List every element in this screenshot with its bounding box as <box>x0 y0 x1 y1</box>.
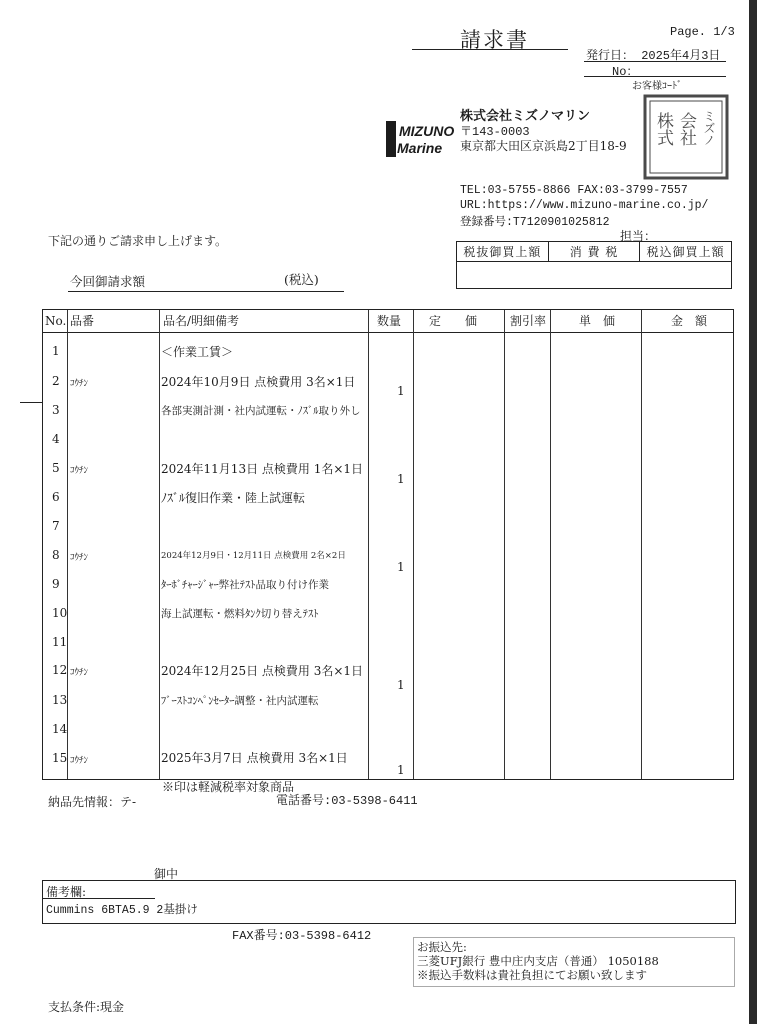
row-number: 13 <box>52 693 68 707</box>
company-url[interactable]: URL:https://www.mizuno-marine.co.jp/ <box>460 199 709 212</box>
remarks-text: Cummins 6BTA5.9 2基掛け <box>46 904 198 917</box>
delivery-tel: 電話番号:03-5398-6411 <box>276 794 418 808</box>
row-description: 各部実測計測・社内試運転・ﾉｽﾞﾙ取り外し <box>161 405 361 417</box>
row-quantity: 1 <box>397 763 405 777</box>
row-quantity: 1 <box>397 678 405 692</box>
subtotal-header: 税抜御買上額 <box>457 242 549 261</box>
issue-date: 発行日： 2025年4月3日 <box>586 49 721 63</box>
tax-summary-box <box>456 241 732 289</box>
reduced-tax-note: ※印は軽減税率対象商品 <box>162 780 295 794</box>
row-code: ｺｳﾁﾝ <box>70 553 89 563</box>
tax-header: 消 費 税 <box>549 242 641 261</box>
company-name: 株式会社ミズノマリン <box>460 109 591 124</box>
row-number: 10 <box>52 606 68 620</box>
row-number: 3 <box>52 403 60 417</box>
transfer-label: お振込先: <box>417 940 467 954</box>
invoice-amount-tax-note: (税込) <box>284 272 319 287</box>
remarks-box <box>42 880 736 924</box>
row-description: ﾉｽﾞﾙ復旧作業・陸上試運転 <box>161 491 306 505</box>
transfer-fee-note: ※振込手数料は貴社負担にてお願い致します <box>417 968 647 982</box>
row-description: ﾌﾞｰｽﾄｺﾝﾍﾟﾝｾｰﾀｰ調整・社内試運転 <box>161 695 319 707</box>
scan-edge <box>749 0 757 1024</box>
row-description: 2025年3月7日 点検費用 3名×1日 <box>161 751 348 765</box>
company-address: 東京都大田区京浜島2丁目18-9 <box>460 139 627 153</box>
margin-mark <box>20 402 42 403</box>
payment-terms: 支払条件:現金 <box>48 1000 125 1014</box>
intro-text: 下記の通りご請求申し上げます。 <box>48 234 228 248</box>
row-description: ＜作業工賃＞ <box>161 345 234 359</box>
row-number: 8 <box>52 548 60 562</box>
header-no: No. <box>45 314 67 328</box>
row-number: 2 <box>52 374 60 388</box>
row-code: ｺｳﾁﾝ <box>70 756 89 766</box>
row-code: ｺｳﾁﾝ <box>70 466 89 476</box>
header-list-price: 定 価 <box>429 314 478 328</box>
person-in-charge-label: 担当： <box>620 229 657 243</box>
column-divider <box>641 310 642 779</box>
row-description: 2024年12月9日・12月11日 点検費用 2名×2日 <box>161 551 346 561</box>
row-number: 15 <box>52 751 68 765</box>
remarks-label: 備考欄: <box>46 885 87 899</box>
title-underline <box>412 49 568 50</box>
row-number: 9 <box>52 577 60 591</box>
svg-text:株式: 株式 <box>653 112 673 146</box>
customer-code-label: お客様ｺｰﾄﾞ <box>632 81 682 92</box>
registration-number: 登録番号:T7120901025812 <box>460 216 610 229</box>
column-divider <box>550 310 551 779</box>
logo-text-line2: Marine <box>397 140 443 156</box>
column-divider <box>67 310 68 779</box>
issue-date-underline <box>584 61 726 62</box>
table-header-divider <box>43 332 733 333</box>
header-qty: 数量 <box>377 314 402 328</box>
invoice-number-label: No： <box>612 65 639 79</box>
column-divider <box>413 310 414 779</box>
total-header: 税込御買上額 <box>646 245 725 259</box>
row-quantity: 1 <box>397 472 405 486</box>
row-quantity: 1 <box>397 384 405 398</box>
row-number: 5 <box>52 461 60 475</box>
row-number: 6 <box>52 490 60 504</box>
page-number: Page. 1/3 <box>670 25 735 39</box>
remarks-label-underline <box>43 898 155 899</box>
invoice-amount-label: 今回御請求額 <box>70 274 146 289</box>
document-title: 請求書 <box>460 28 529 52</box>
column-divider <box>159 310 160 779</box>
column-divider <box>368 310 369 779</box>
header-code: 品番 <box>70 314 95 328</box>
svg-text:ミズノ: ミズノ <box>702 110 716 146</box>
items-table <box>42 309 734 780</box>
row-number: 1 <box>52 344 60 358</box>
row-number: 4 <box>52 432 60 446</box>
transfer-bank: 三菱UFJ銀行 豊中庄内支店（普通） 1050188 <box>417 954 659 968</box>
row-code: ｺｳﾁﾝ <box>70 668 89 678</box>
row-description: 2024年12月25日 点検費用 3名×1日 <box>161 664 364 678</box>
row-number: 12 <box>52 663 68 677</box>
company-postal-code: 〒143-0003 <box>460 125 530 139</box>
column-divider <box>504 310 505 779</box>
header-discount: 割引率 <box>510 314 547 328</box>
header-amount: 金 額 <box>671 314 708 328</box>
row-description: 2024年10月9日 点検費用 3名×1日 <box>161 375 356 389</box>
row-number: 7 <box>52 519 60 533</box>
delivery-info-label: 納品先情報：テ- <box>48 795 137 809</box>
onchu-label: 御中 <box>154 867 179 881</box>
logo-text-line1: MIZUNO <box>399 123 455 139</box>
bank-transfer-box <box>413 937 735 987</box>
row-description: ﾀｰﾎﾞﾁｬｰｼﾞｬｰ弊社ﾃｽﾄ品取り付け作業 <box>161 579 329 591</box>
row-number: 14 <box>52 722 68 736</box>
header-name: 品名/明細備考 <box>163 314 240 328</box>
svg-text:会社: 会社 <box>676 112 696 146</box>
invoice-amount-underline <box>68 291 344 292</box>
row-number: 11 <box>52 635 68 649</box>
company-seal <box>643 94 729 180</box>
row-description: 海上試運転・燃料ﾀﾝｸ切り替えﾃｽﾄ <box>161 608 319 620</box>
company-tel-fax: TEL:03-5755-8866 FAX:03-3799-7557 <box>460 184 688 197</box>
row-quantity: 1 <box>397 560 405 574</box>
delivery-fax: FAX番号:03-5398-6412 <box>232 929 372 943</box>
header-unit-price: 単 価 <box>579 314 616 328</box>
row-description: 2024年11月13日 点検費用 1名×1日 <box>161 462 364 476</box>
row-code: ｺｳﾁﾝ <box>70 379 89 389</box>
company-logo <box>386 121 455 157</box>
